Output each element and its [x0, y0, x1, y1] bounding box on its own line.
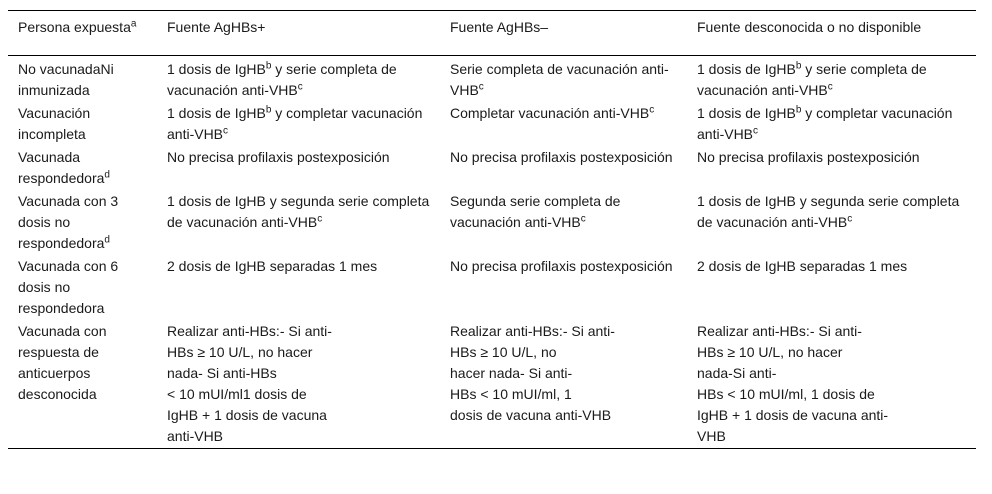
cell-line: IgHB + 1 dosis de vacuna — [167, 407, 327, 423]
cell-line: HBs ≥ 10 U/L, no — [450, 344, 557, 360]
table-cell: 1 dosis de IgHB$^b$ y serie completa de vacunación anti-VHB$^c$ — [167, 60, 397, 98]
header-persona-expuesta: Persona expuesta$^a$ — [18, 18, 137, 35]
row-label: No vacunadaNi inmunizada — [18, 61, 114, 98]
row-label: Vacunada con 3 dosis no respondedora$^d$ — [18, 193, 119, 251]
table-cell: Segunda serie completa de vacunación anti-VHB$^c$ — [450, 193, 621, 230]
table-cell: 1 dosis de IgHB$^b$ y serie completa de vacunación anti-VHB$^c$ — [697, 60, 927, 98]
header-fuente-positiva: Fuente AgHBs+ — [167, 19, 266, 35]
table-cell: 1 dosis de IgHB$^b$ y completar vacunación anti-VHB$^c$ — [167, 104, 423, 142]
table-row — [8, 255, 976, 320]
table-cell: Completar vacunación anti-VHB$^c$ — [450, 104, 655, 121]
header-fuente-negativa: Fuente AgHBs– — [450, 19, 549, 35]
cell-line: anti-VHB — [167, 428, 224, 444]
cell-line: Realizar anti-HBs:- Si anti- — [450, 323, 615, 339]
cell-line: IgHB + 1 dosis de vacuna anti- — [697, 407, 889, 423]
cell-line: hacer nada- Si anti- — [450, 365, 573, 381]
table-row — [8, 102, 976, 146]
table-cell: No precisa profilaxis postexposición — [450, 258, 673, 274]
table-cell: 2 dosis de IgHB separadas 1 mes — [167, 258, 378, 274]
table-row — [8, 146, 976, 190]
table-cell: No precisa profilaxis postexposición — [167, 149, 390, 165]
table-row — [8, 190, 976, 255]
table-row — [8, 56, 976, 103]
table-cell: No precisa profilaxis postexposición — [450, 149, 673, 165]
prophylaxis-table — [8, 10, 976, 449]
cell-line: Realizar anti-HBs:- Si anti- — [167, 323, 332, 339]
cell-line: HBs < 10 mUI/ml, 1 dosis de — [697, 386, 875, 402]
table-cell: Serie completa de vacunación anti-VHB$^c$ — [450, 61, 669, 98]
cell-line: dosis de vacuna anti-VHB — [450, 407, 612, 423]
cell-line: HBs ≥ 10 U/L, no hacer — [697, 344, 843, 360]
cell-line: Realizar anti-HBs:- Si anti- — [697, 323, 862, 339]
row-label: Vacunada respondedora$^d$ — [18, 149, 110, 186]
table-cell: 1 dosis de IgHB$^b$ y completar vacunación anti-VHB$^c$ — [697, 104, 953, 142]
cell-line: nada- Si anti-HBs — [167, 365, 277, 381]
cell-line: < 10 mUI/ml1 dosis de — [167, 386, 307, 402]
table-cell: 1 dosis de IgHB y segunda serie completa de vacunación anti-VHB$^c$ — [697, 193, 960, 230]
table-cell — [440, 320, 687, 449]
cell-line: HBs ≥ 10 U/L, no hacer — [167, 344, 313, 360]
header-fuente-desconocida: Fuente desconocida o no disponible — [697, 19, 922, 35]
table-cell: No precisa profilaxis postexposición — [697, 149, 920, 165]
table-cell: 2 dosis de IgHB separadas 1 mes — [697, 258, 908, 274]
row-label: Vacunación incompleta — [18, 105, 91, 142]
cell-line: VHB — [697, 428, 726, 444]
table-cell — [687, 320, 976, 449]
table-row — [8, 320, 976, 449]
cell-line: HBs < 10 mUI/ml, 1 — [450, 386, 572, 402]
cell-line: nada-Si anti- — [697, 365, 777, 381]
row-label: Vacunada con respuesta de anticuerpos desconocida — [18, 323, 107, 402]
row-label: Vacunada con 6 dosis no respondedora — [18, 258, 119, 316]
table-cell: 1 dosis de IgHB y segunda serie completa de vacunación anti-VHB$^c$ — [167, 193, 430, 230]
table-header-row — [8, 11, 976, 56]
table-cell — [157, 320, 440, 449]
